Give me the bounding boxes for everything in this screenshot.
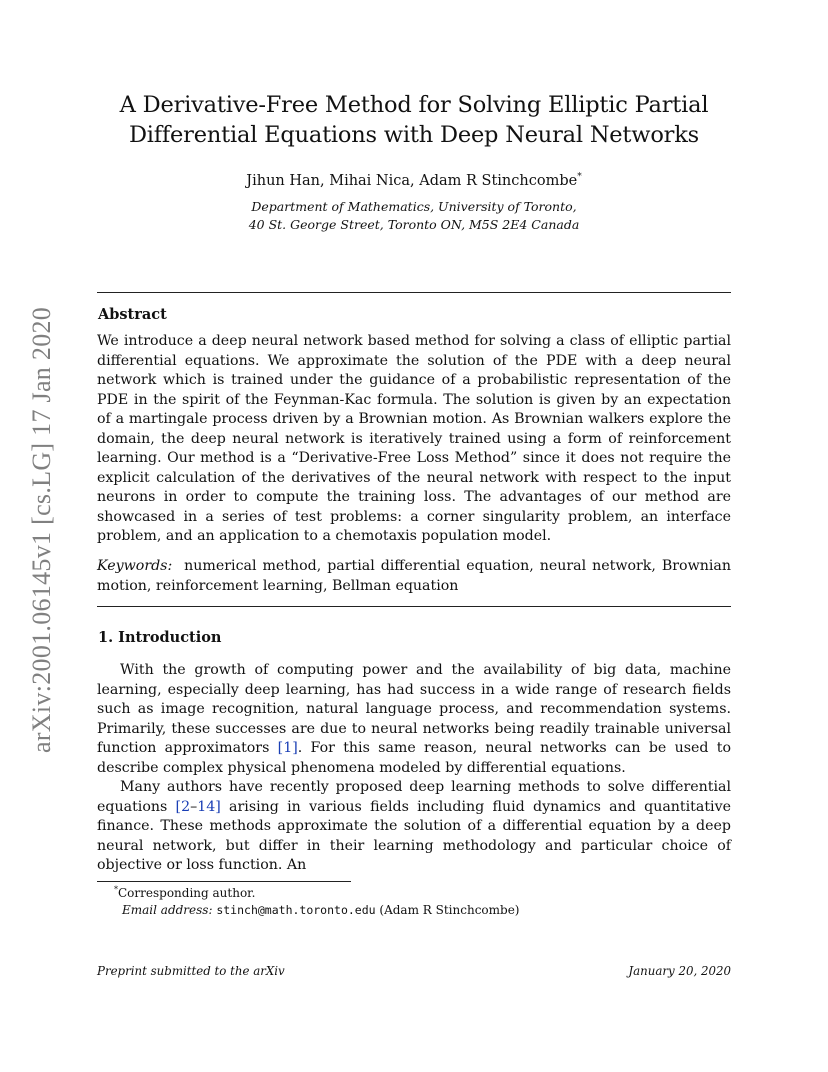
footnote-email <box>122 903 519 917</box>
affiliation-line-1: Department of Mathematics, University of Toronto, <box>251 199 577 214</box>
footnote-mark: * <box>114 885 118 894</box>
footer-date: January 20, 2020 <box>628 964 731 978</box>
author-footnote-mark: * <box>577 172 582 182</box>
citation-link-1[interactable]: [1] <box>277 740 298 756</box>
footnote-corresponding <box>114 885 255 900</box>
email-owner: (Adam R Stinchcombe) <box>379 903 520 917</box>
intro-paragraph-1 <box>97 661 731 778</box>
intro-p2-text: Many authors have recently proposed deep learning methods to solve differential equations <box>97 779 731 815</box>
footnote-text: Corresponding author. <box>118 886 256 900</box>
keywords <box>97 557 731 596</box>
footer-preprint-note: Preprint submitted to the arXiv <box>97 964 285 978</box>
abstract-body: We introduce a deep neural network based method for solving a class of elliptic partial differential equations. We approximate the solution of the PDE with a deep neural network which is trained under the guidance of a probabilistic representation of the PDE in the spirit of the Feynman-Kac formula. The solution is given by an expectation of a martingale process driven by a Brownian motion. As Brownian walkers explore the domain, the deep neural network is iteratively trained using a form of reinforcement learning. Our method is a “Derivative-Free Loss Method” since it does not require the explicit calculation of the derivatives of the neural network with respect to the input neurons in order to compute the training loss. The advantages of our method are showcased in a series of test problems: a corner singularity problem, an interface problem, and an application to a chemotaxis population model. <box>97 333 731 544</box>
intro-p1-text: With the growth of computing power and the availability of big data, machine learning, especially deep learning, has had success in a wide range of research fields such as image recognition, natural language process, and recommendation systems. Primarily, these successes are due to neural networks being readily trainable universal function approximators <box>97 662 731 756</box>
footnote-rule <box>97 881 351 882</box>
paper-title: A Derivative-Free Method for Solving Elliptic Partial Differential Equations with Deep Neural Networks <box>119 92 709 148</box>
intro-p2-text-end: arising in various fields including fluid dynamics and quantitative finance. These methods approximate the solution of a differential equation by a deep neural network, but differ in their learning methodology and particular choice of objective or loss function. An <box>97 798 731 873</box>
affiliation-line-2: 40 St. George Street, Toronto ON, M5S 2E4 Canada <box>248 217 580 232</box>
citation-range-dash: – <box>190 798 198 815</box>
email-address-link[interactable]: stinch@math.toronto.edu <box>216 903 376 917</box>
intro-paragraph-2 <box>97 778 731 876</box>
abstract-top-rule <box>97 292 731 293</box>
keywords-label: Keywords: <box>97 558 173 574</box>
citation-link-14[interactable]: 14] <box>197 798 221 815</box>
abstract-bottom-rule <box>97 606 731 607</box>
intro-p1-text-end: . For this same reason, neural networks can be used to describe complex physical phenomena modeled by differential equations. <box>97 740 731 776</box>
authors-text: Jihun Han, Mihai Nica, Adam R Stinchcombe <box>246 172 578 189</box>
section-heading-introduction: 1. Introduction <box>98 629 222 646</box>
arxiv-identifier: arXiv:2001.06145v1 [cs.LG] 17 Jan 2020 <box>27 306 56 754</box>
citation-link-2[interactable]: [2 <box>175 798 191 815</box>
affiliation <box>90 198 738 234</box>
abstract-heading: Abstract <box>98 306 167 323</box>
author-list <box>90 172 738 189</box>
keywords-text: numerical method, partial differential equation, neural network, Brownian motion, reinforcement learning, Bellman equation <box>97 558 731 594</box>
email-label: Email address: <box>122 903 213 917</box>
